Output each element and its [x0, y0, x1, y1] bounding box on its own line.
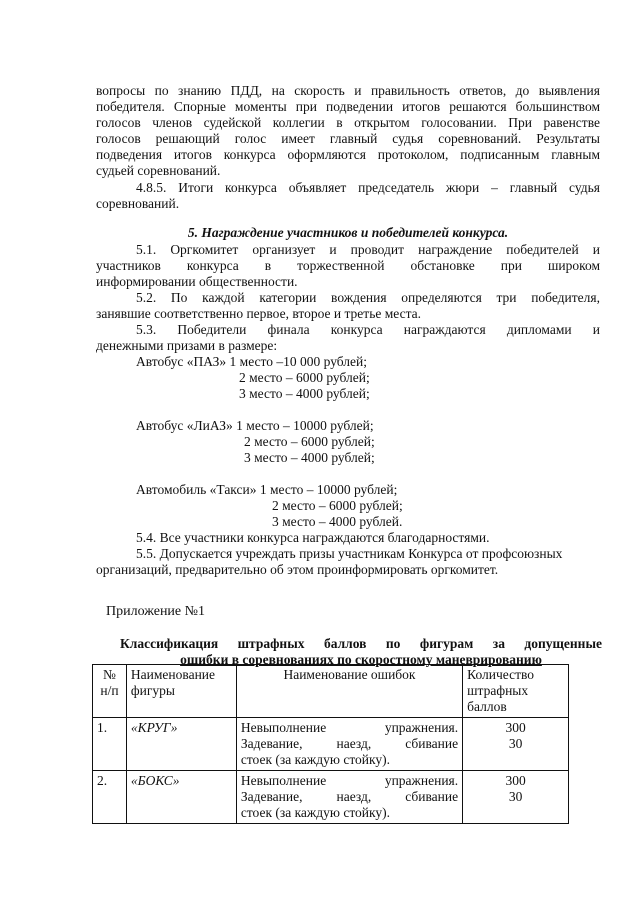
header-num: № н/п: [93, 665, 127, 718]
paragraph-line: 5.2. По каждой категории вождения определяются три победителя,: [136, 290, 600, 305]
error-line: Невыполнение упражнения.: [240, 720, 459, 735]
header-figure: Наименование фигуры: [126, 665, 236, 718]
row-errors: [236, 718, 462, 771]
paragraph-line: 4.8.5. Итоги конкурса объявляет председатель жюри – главный судья: [136, 180, 600, 195]
paragraph-line: организаций, предварительно об этом проинформировать оргкомитет.: [96, 562, 499, 577]
prize-line: 3 место – 4000 рублей;: [244, 450, 375, 465]
error-line: стоек (за каждую стойку).: [240, 752, 391, 767]
error-line: Задевание, наезд, сбивание: [240, 736, 459, 751]
points-value: 30: [508, 736, 523, 751]
table-header-row: [93, 665, 569, 718]
points-value: 300: [505, 720, 526, 735]
prize-line: 3 место – 4000 рублей;: [239, 386, 370, 401]
paragraph-line: 5.5. Допускается учреждать призы участникам Конкурса от профсоюзных: [136, 546, 563, 561]
intro-line: подведения итогов конкурса оформляются протоколом, подписанным главным: [96, 147, 600, 162]
table-row: [93, 718, 569, 771]
error-line: Невыполнение упражнения.: [240, 773, 459, 788]
header-errors: Наименование ошибок: [236, 665, 462, 718]
intro-line: голосов членов судейской коллегии в открытом голосовании. При равенстве: [96, 115, 600, 130]
appendix-label: Приложение №1: [106, 604, 205, 619]
header-points: Количество штрафных баллов: [463, 665, 569, 718]
row-points: [463, 771, 569, 824]
paragraph-line: 5.1. Оргкомитет организует и проводит награждение победителей и: [136, 242, 600, 257]
paragraph-line: 5.3. Победители финала конкурса награждаются дипломами и: [136, 322, 600, 337]
intro-line: победителя. Спорные моменты при подведении итогов решаются большинством: [96, 99, 600, 114]
paragraph-5-5: [96, 546, 600, 578]
table-row: [93, 771, 569, 824]
points-value: 300: [505, 773, 526, 788]
prize-line: Автобус «ПАЗ» 1 место –10 000 рублей;: [136, 354, 367, 369]
prize-line: 2 место – 6000 рублей;: [244, 434, 375, 449]
points-value: 30: [508, 789, 523, 804]
prize-line: 3 место – 4000 рублей.: [272, 514, 403, 529]
paragraph-5-4: 5.4. Все участники конкурса награждаются благодарностями.: [136, 530, 490, 545]
intro-paragraph: [96, 83, 600, 179]
row-errors: [236, 771, 462, 824]
paragraph-line: занявшие соответственно первое, второе и третье места.: [96, 306, 422, 321]
paragraph-4-8-5: [96, 180, 600, 212]
table-title-line: ошибки в соревнованиях по скоростному маневрированию: [180, 652, 542, 667]
error-line: стоек (за каждую стойку).: [240, 805, 391, 820]
paragraph-line: информировании общественности.: [96, 274, 298, 289]
paragraph-5-2: [96, 290, 600, 322]
paragraph-5-1: [96, 242, 600, 290]
prize-line: Автобус «ЛиАЗ» 1 место – 10000 рублей;: [136, 418, 374, 433]
row-points: [463, 718, 569, 771]
row-figure: «КРУГ»: [126, 718, 236, 771]
row-number: 1.: [93, 718, 127, 771]
prize-line: Автомобиль «Такси» 1 место – 10000 рублей;: [136, 482, 398, 497]
error-line: Задевание, наезд, сбивание: [240, 789, 459, 804]
prize-line: 2 место – 6000 рублей;: [272, 498, 403, 513]
intro-line: вопросы по знанию ПДД, на скорость и правильность ответов, до выявления: [96, 83, 600, 98]
table-title-line: Классификация штрафных баллов по фигурам за допущенные: [120, 636, 602, 651]
paragraph-line: участников конкурса в торжественной обстановке при широком: [96, 258, 600, 273]
paragraph-5-3: [96, 322, 600, 354]
row-number: 2.: [93, 771, 127, 824]
intro-line: судьей соревнований.: [96, 163, 221, 178]
prize-line: 2 место – 6000 рублей;: [239, 370, 370, 385]
section-5-heading: 5. Награждение участников и победителей конкурса.: [187, 225, 509, 240]
paragraph-line: соревнований.: [96, 196, 180, 211]
row-figure: «БОКС»: [126, 771, 236, 824]
paragraph-line: денежными призами в размере:: [96, 338, 278, 353]
intro-line: голосов решающий голос имеет главный судья соревнований. Результаты: [96, 131, 600, 146]
penalty-table: [92, 664, 569, 824]
